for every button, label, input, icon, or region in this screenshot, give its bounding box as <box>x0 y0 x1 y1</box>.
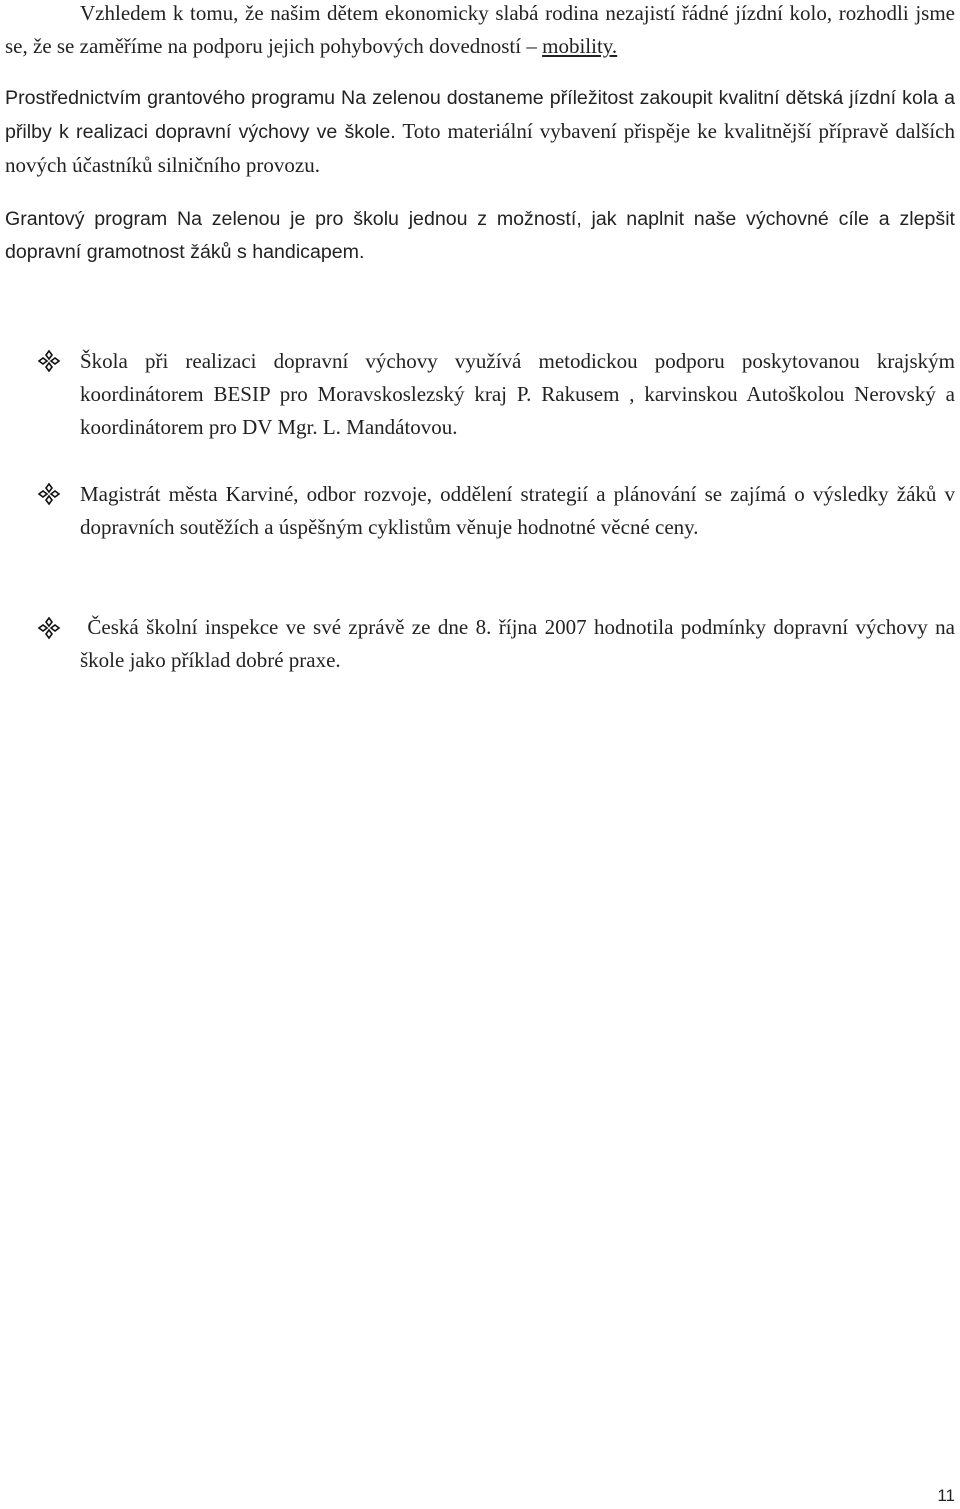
paragraph-grant <box>5 82 955 182</box>
paragraph-program <box>5 203 955 269</box>
paragraph-program-text: Grantový program Na zelenou je pro školu jednou z možností, jak naplnit naše výchovné cíle a zlepšit dopravní gramotnost žáků s handicapem. <box>5 208 955 263</box>
diamond-bullet-icon <box>37 482 61 506</box>
diamond-bullet-icon <box>37 349 61 373</box>
paragraph-grant-text-1: Prostřednictvím grantového programu Na zelenou dostaneme příležitost zakoupit kvalitní dětská jízdní kola a přilby k realizaci dopravní výchovy ve škole. <box>5 87 955 143</box>
paragraph-intro <box>5 0 955 63</box>
paragraph-intro-text: Vzhledem k tomu, že našim dětem ekonomicky slabá rodina nezajistí řádné jízdní kolo, rozhodli jsme se, že se zaměříme na podporu jejich pohybových dovedností – <box>5 1 955 58</box>
bullet-item-magistrat: Magistrát města Karviné, odbor rozvoje, oddělení strategií a plánování se zajímá o výsledky žáků v dopravních soutěžích a úspěšným cyklistům věnuje hodnotné věcné ceny. <box>80 482 955 539</box>
bullet-item-inspekce: Česká školní inspekce ve své zprávě ze dne 8. října 2007 hodnotila podmínky dopravní výchovy na škole jako příklad dobré praxe. <box>80 615 960 672</box>
page-number: 11 <box>937 1486 955 1505</box>
paragraph-grant-text-2: Toto materiální vybavení přispěje ke kvalitnější přípravě dalších nových účastníků silničního provozu. <box>5 119 955 177</box>
bullet-item-besip: Škola při realizaci dopravní výchovy využívá metodickou podporu poskytovanou krajským koordinátorem BESIP pro Moravskoslezský kraj P. Rakusem , karvinskou Autoškolou Nerovský a koordinátorem pro DV Mgr. L. Mandátovou. <box>80 349 955 439</box>
diamond-bullet-icon <box>37 616 61 640</box>
underlined-word-mobility: mobility. <box>542 34 618 58</box>
